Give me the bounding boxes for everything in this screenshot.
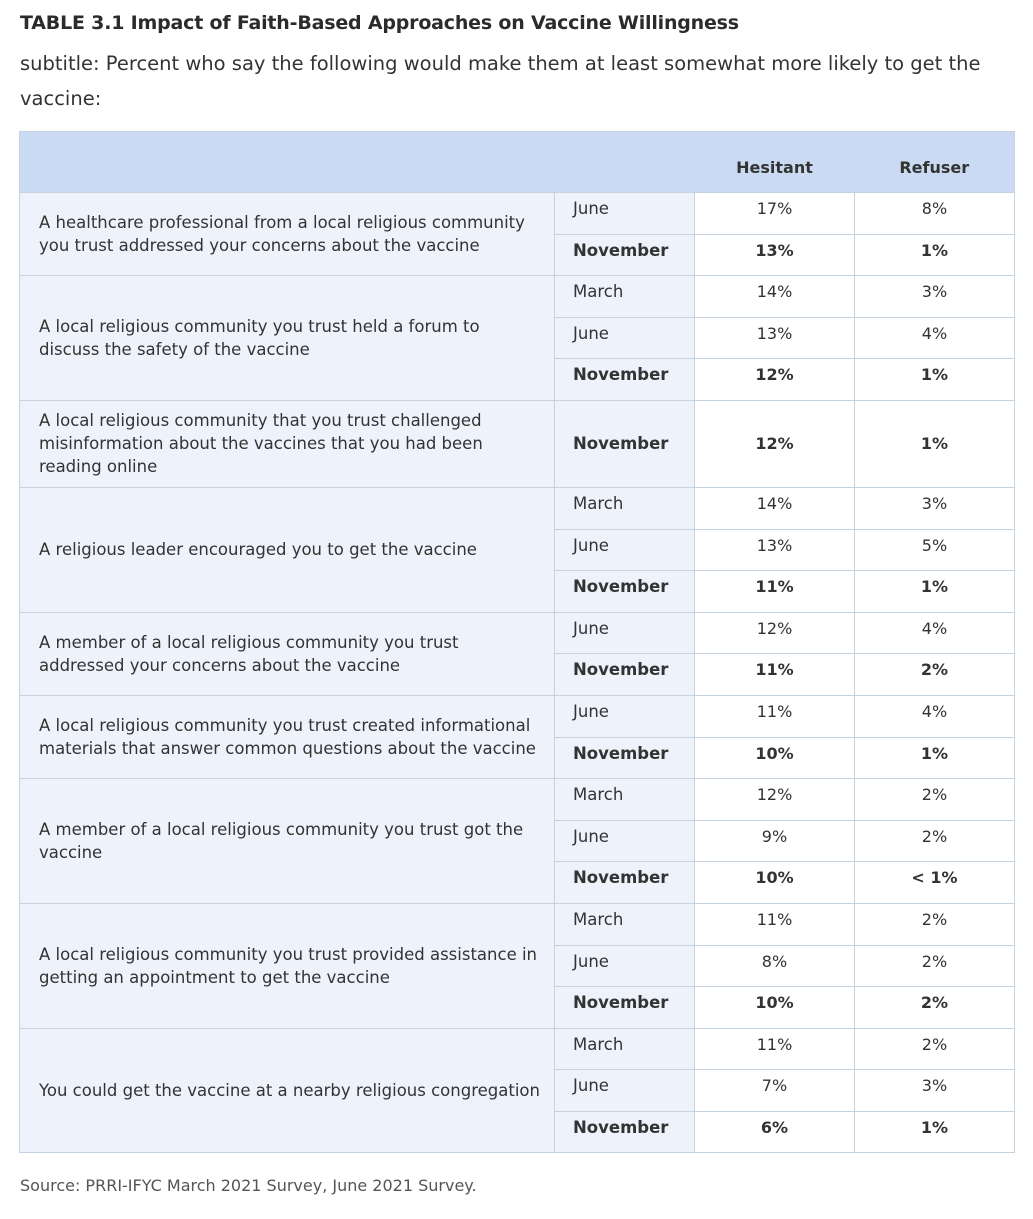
table-row	[20, 903, 1015, 945]
hesitant-value-cell: 11%	[695, 1028, 855, 1070]
table-row	[20, 695, 1015, 737]
refuser-value-cell: 1%	[855, 1111, 1015, 1153]
statement-cell: A local religious community you trust held a forum to discuss the safety of the vaccine	[20, 276, 555, 401]
refuser-value-cell: 1%	[855, 571, 1015, 613]
hesitant-value-cell: 11%	[695, 903, 855, 945]
refuser-value-cell: 1%	[855, 400, 1015, 487]
hesitant-value-cell: 10%	[695, 862, 855, 904]
wave-cell: November	[555, 654, 695, 696]
refuser-value-cell: 2%	[855, 945, 1015, 987]
statement-cell: A local religious community you trust provided assistance in getting an appointment to get the vaccine	[20, 903, 555, 1028]
hesitant-value-cell: 11%	[695, 654, 855, 696]
wave-cell: March	[555, 1028, 695, 1070]
column-header-hesitant: Hesitant	[695, 132, 855, 193]
wave-cell: June	[555, 193, 695, 235]
statement-cell: You could get the vaccine at a nearby religious congregation	[20, 1028, 555, 1153]
table-row	[20, 779, 1015, 821]
wave-cell: June	[555, 612, 695, 654]
wave-cell: June	[555, 945, 695, 987]
hesitant-value-cell: 10%	[695, 987, 855, 1029]
refuser-value-cell: 3%	[855, 276, 1015, 318]
table-body	[20, 193, 1015, 1153]
refuser-value-cell: 2%	[855, 654, 1015, 696]
hesitant-value-cell: 13%	[695, 234, 855, 276]
hesitant-value-cell: 17%	[695, 193, 855, 235]
wave-cell: November	[555, 234, 695, 276]
hesitant-value-cell: 11%	[695, 695, 855, 737]
wave-cell: June	[555, 820, 695, 862]
refuser-value-cell: 3%	[855, 487, 1015, 529]
wave-cell: November	[555, 987, 695, 1029]
wave-cell: November	[555, 862, 695, 904]
wave-cell: March	[555, 487, 695, 529]
hesitant-value-cell: 12%	[695, 359, 855, 401]
refuser-value-cell: 2%	[855, 903, 1015, 945]
refuser-value-cell: 1%	[855, 359, 1015, 401]
hesitant-value-cell: 14%	[695, 276, 855, 318]
statement-cell: A member of a local religious community you trust addressed your concerns about the vaccine	[20, 612, 555, 695]
wave-cell: June	[555, 317, 695, 359]
table-row	[20, 487, 1015, 529]
refuser-value-cell: 4%	[855, 612, 1015, 654]
table-title: TABLE 3.1 Impact of Faith-Based Approaches on Vaccine Willingness	[20, 12, 739, 34]
column-header-refuser: Refuser	[855, 132, 1015, 193]
table-row	[20, 1028, 1015, 1070]
wave-cell: November	[555, 400, 695, 487]
wave-cell: June	[555, 1070, 695, 1112]
statement-cell: A member of a local religious community you trust got the vaccine	[20, 779, 555, 904]
wave-cell: March	[555, 276, 695, 318]
hesitant-value-cell: 8%	[695, 945, 855, 987]
statement-cell: A healthcare professional from a local religious community you trust addressed your concerns about the vaccine	[20, 193, 555, 276]
statement-cell: A religious leader encouraged you to get the vaccine	[20, 487, 555, 612]
hesitant-value-cell: 6%	[695, 1111, 855, 1153]
refuser-value-cell: 4%	[855, 695, 1015, 737]
refuser-value-cell: 4%	[855, 317, 1015, 359]
data-table	[19, 131, 1015, 1153]
header-statement-cell	[20, 132, 555, 193]
refuser-value-cell: 2%	[855, 779, 1015, 821]
wave-cell: June	[555, 695, 695, 737]
hesitant-value-cell: 12%	[695, 779, 855, 821]
hesitant-value-cell: 11%	[695, 571, 855, 613]
refuser-value-cell: 2%	[855, 987, 1015, 1029]
statement-cell: A local religious community you trust created informational materials that answer common questions about the vaccine	[20, 695, 555, 778]
refuser-value-cell: 2%	[855, 820, 1015, 862]
hesitant-value-cell: 10%	[695, 737, 855, 779]
hesitant-value-cell: 7%	[695, 1070, 855, 1112]
refuser-value-cell: 8%	[855, 193, 1015, 235]
hesitant-value-cell: 13%	[695, 529, 855, 571]
table-row	[20, 400, 1015, 487]
header-row	[20, 132, 1015, 193]
refuser-value-cell: 5%	[855, 529, 1015, 571]
wave-cell: November	[555, 359, 695, 401]
wave-cell: June	[555, 529, 695, 571]
hesitant-value-cell: 14%	[695, 487, 855, 529]
refuser-value-cell: 3%	[855, 1070, 1015, 1112]
refuser-value-cell: < 1%	[855, 862, 1015, 904]
wave-cell: March	[555, 903, 695, 945]
refuser-value-cell: 1%	[855, 737, 1015, 779]
wave-cell: November	[555, 737, 695, 779]
table-row	[20, 193, 1015, 235]
table-subtitle: subtitle: Percent who say the following would make them at least somewhat more likely to get the vaccine:	[20, 52, 981, 110]
wave-cell: November	[555, 1111, 695, 1153]
refuser-value-cell: 1%	[855, 234, 1015, 276]
header-wave-cell	[555, 132, 695, 193]
table-row	[20, 276, 1015, 318]
source-note: Source: PRRI-IFYC March 2021 Survey, June 2021 Survey.	[20, 1176, 477, 1195]
wave-cell: March	[555, 779, 695, 821]
hesitant-value-cell: 12%	[695, 400, 855, 487]
wave-cell: November	[555, 571, 695, 613]
table-row	[20, 612, 1015, 654]
hesitant-value-cell: 13%	[695, 317, 855, 359]
hesitant-value-cell: 9%	[695, 820, 855, 862]
refuser-value-cell: 2%	[855, 1028, 1015, 1070]
hesitant-value-cell: 12%	[695, 612, 855, 654]
statement-cell: A local religious community that you trust challenged misinformation about the vaccines that you had been reading online	[20, 400, 555, 487]
